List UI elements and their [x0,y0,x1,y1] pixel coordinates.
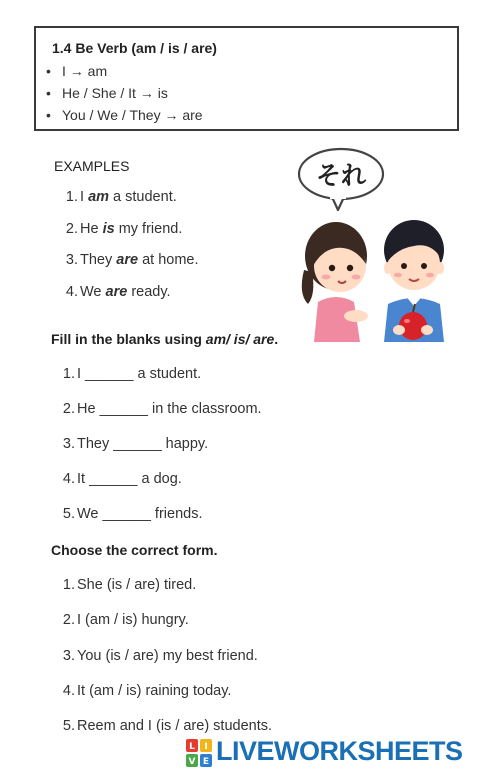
fill-blank-item[interactable]: 2. He ______ in the classroom. [62,401,262,417]
bullet-icon: • [46,63,51,79]
fill-blank-item[interactable]: 5. We ______ friends. [62,506,203,522]
rule-title: 1.4 Be Verb (am / is / are) [52,40,217,56]
speech-text: それ [315,161,367,190]
choose-item[interactable]: 4. It (am / is) raining today. [62,683,232,699]
rule-item-text: He / She / It → is [62,85,168,101]
example-verb: are [105,284,128,300]
example-item: 3. They are at home. [65,252,199,268]
choose-item[interactable]: 3. You (is / are) my best friend. [62,648,258,664]
example-verb: are [116,252,139,268]
rule-item-text: You / We / They → are [62,107,203,123]
examples-heading: EXAMPLES [54,158,130,174]
choose-item[interactable]: 5. Reem and I (is / are) students. [62,718,273,734]
choose-heading: Choose the correct form. [51,542,218,558]
choose-item[interactable]: 2. I (am / is) hungry. [62,612,189,628]
fill-blanks-heading: Fill in the blanks using am/ is/ are. [51,331,279,347]
choose-item[interactable]: 1. She (is / are) tired. [62,577,197,593]
example-item: 4. We are ready. [65,284,171,300]
boy-figure [384,220,444,342]
fill-blank-item[interactable]: 1. I ______ a student. [62,366,202,382]
rule-item [46,85,168,101]
rule-item [46,107,203,123]
rule-box [34,26,459,131]
rule-item-text: I → am [62,63,108,79]
liveworksheets-footer[interactable] [186,736,486,772]
girl-figure [302,222,368,342]
fill-blank-item[interactable]: 4. It ______ a dog. [62,471,182,487]
bullet-icon: • [46,85,51,101]
speech-bubble [299,149,383,210]
example-verb: am [88,189,110,205]
svg-text:E: E [202,757,210,767]
svg-text:V: V [188,757,196,767]
svg-text:I: I [204,742,208,752]
liveworksheets-brand-text: LIVEWORKSHEETS [216,736,463,766]
example-item: 2. He is my friend. [65,221,183,237]
rule-item [46,63,108,79]
example-item: 1. I am a student. [65,189,177,205]
svg-text:L: L [189,742,195,752]
example-verb: is [102,221,115,237]
bullet-icon: • [46,107,51,123]
fill-blank-item[interactable]: 3. They ______ happy. [62,436,209,452]
children-illustration [296,144,456,344]
liveworksheets-logo-icon [186,739,212,767]
